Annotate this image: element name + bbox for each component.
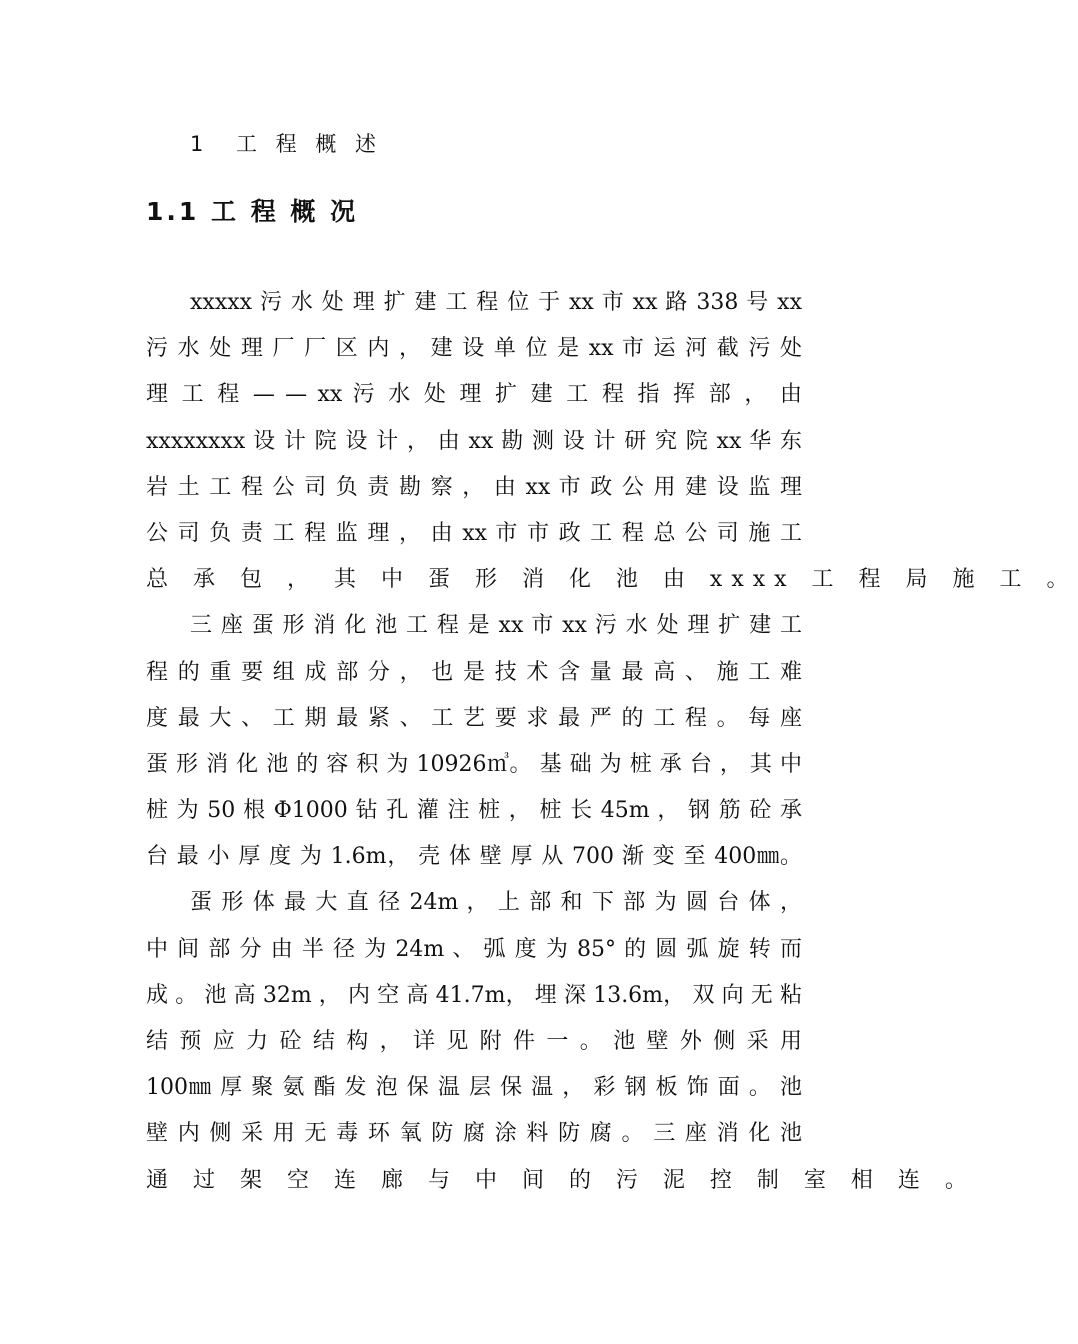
text-line: 中 间 部 分 由 半 径 为 24m 、 弧 度 为 85° 的 圆 弧 旋 转 而 (146, 936, 802, 962)
text-line: 公 司 负 责 工 程 监 理 ， 由 xx 市 市 政 工 程 总 公 司 施 工 (146, 520, 802, 546)
text-line: xxxxxxxx 设 计 院 设 计 ， 由 xx 勘 测 设 计 研 究 院 xx 华 东 (146, 428, 802, 454)
text-line: 总 承 包 ， 其 中 蛋 形 消 化 池 由 xxxx 工 程 局 施 工 。 (146, 567, 1078, 593)
text-line: 度 最 大 、 工 期 最 紧 、 工 艺 要 求 最 严 的 工 程 。 每 座 (146, 705, 802, 731)
text-line: 污 水 处 理 厂 厂 区 内 ， 建 设 单 位 是 xx 市 运 河 截 污 处 (146, 336, 802, 362)
body-text (146, 280, 1078, 1204)
text-line: 成 。 池 高 32m ， 内 空 高 41.7m， 埋 深 13.6m， 双 向 无 粘 (146, 982, 802, 1008)
text-line: 结 预 应 力 砼 结 构 ， 详 见 附 件 一 。 池 壁 外 侧 采 用 (146, 1029, 802, 1054)
paragraph-1 (146, 280, 1078, 603)
text-line: 蛋 形 体 最 大 直 径 24m ， 上 部 和 下 部 为 圆 台 体 ， (190, 890, 802, 916)
text-line: 理 工 程 — — xx 污 水 处 理 扩 建 工 程 指 挥 部 ， 由 (146, 382, 802, 408)
text-line: 蛋 形 消 化 池 的 容 积 为 10926㎥。 基 础 为 桩 承 台 ， 其 中 (146, 751, 802, 777)
subsection-heading: 1.1 工 程 概 况 (146, 197, 359, 226)
text-line: 岩 土 工 程 公 司 负 责 勘 察 ， 由 xx 市 政 公 用 建 设 监 理 (146, 474, 802, 500)
paragraph-2 (146, 603, 802, 880)
text-line: 台 最 小 厚 度 为 1.6m， 壳 体 壁 厚 从 700 渐 变 至 400㎜。 (146, 844, 802, 870)
section-title: 工 程 概 述 (236, 132, 383, 156)
text-line: 三 座 蛋 形 消 化 池 工 程 是 xx 市 xx 污 水 处 理 扩 建 工 (190, 613, 802, 639)
section-number: 1 (190, 132, 210, 156)
text-line: 程 的 重 要 组 成 部 分 ， 也 是 技 术 含 量 最 高 、 施 工 难 (146, 659, 802, 685)
paragraph-3 (146, 880, 976, 1203)
section-heading (190, 128, 382, 158)
text-line: 通 过 架 空 连 廊 与 中 间 的 污 泥 控 制 室 相 连 。 (146, 1167, 976, 1193)
text-line: 壁 内 侧 采 用 无 毒 环 氧 防 腐 涂 料 防 腐 。 三 座 消 化 池 (146, 1121, 802, 1147)
text-line: 100㎜ 厚 聚 氨 酯 发 泡 保 温 层 保 温 ， 彩 钢 板 饰 面 。 池 (146, 1075, 802, 1101)
text-line: 桩 为 50 根 Φ1000 钻 孔 灌 注 桩 ， 桩 长 45m ， 钢 筋 砼 承 (146, 798, 802, 824)
text-line: xxxxx 污 水 处 理 扩 建 工 程 位 于 xx 市 xx 路 338 号 xx (190, 290, 802, 315)
